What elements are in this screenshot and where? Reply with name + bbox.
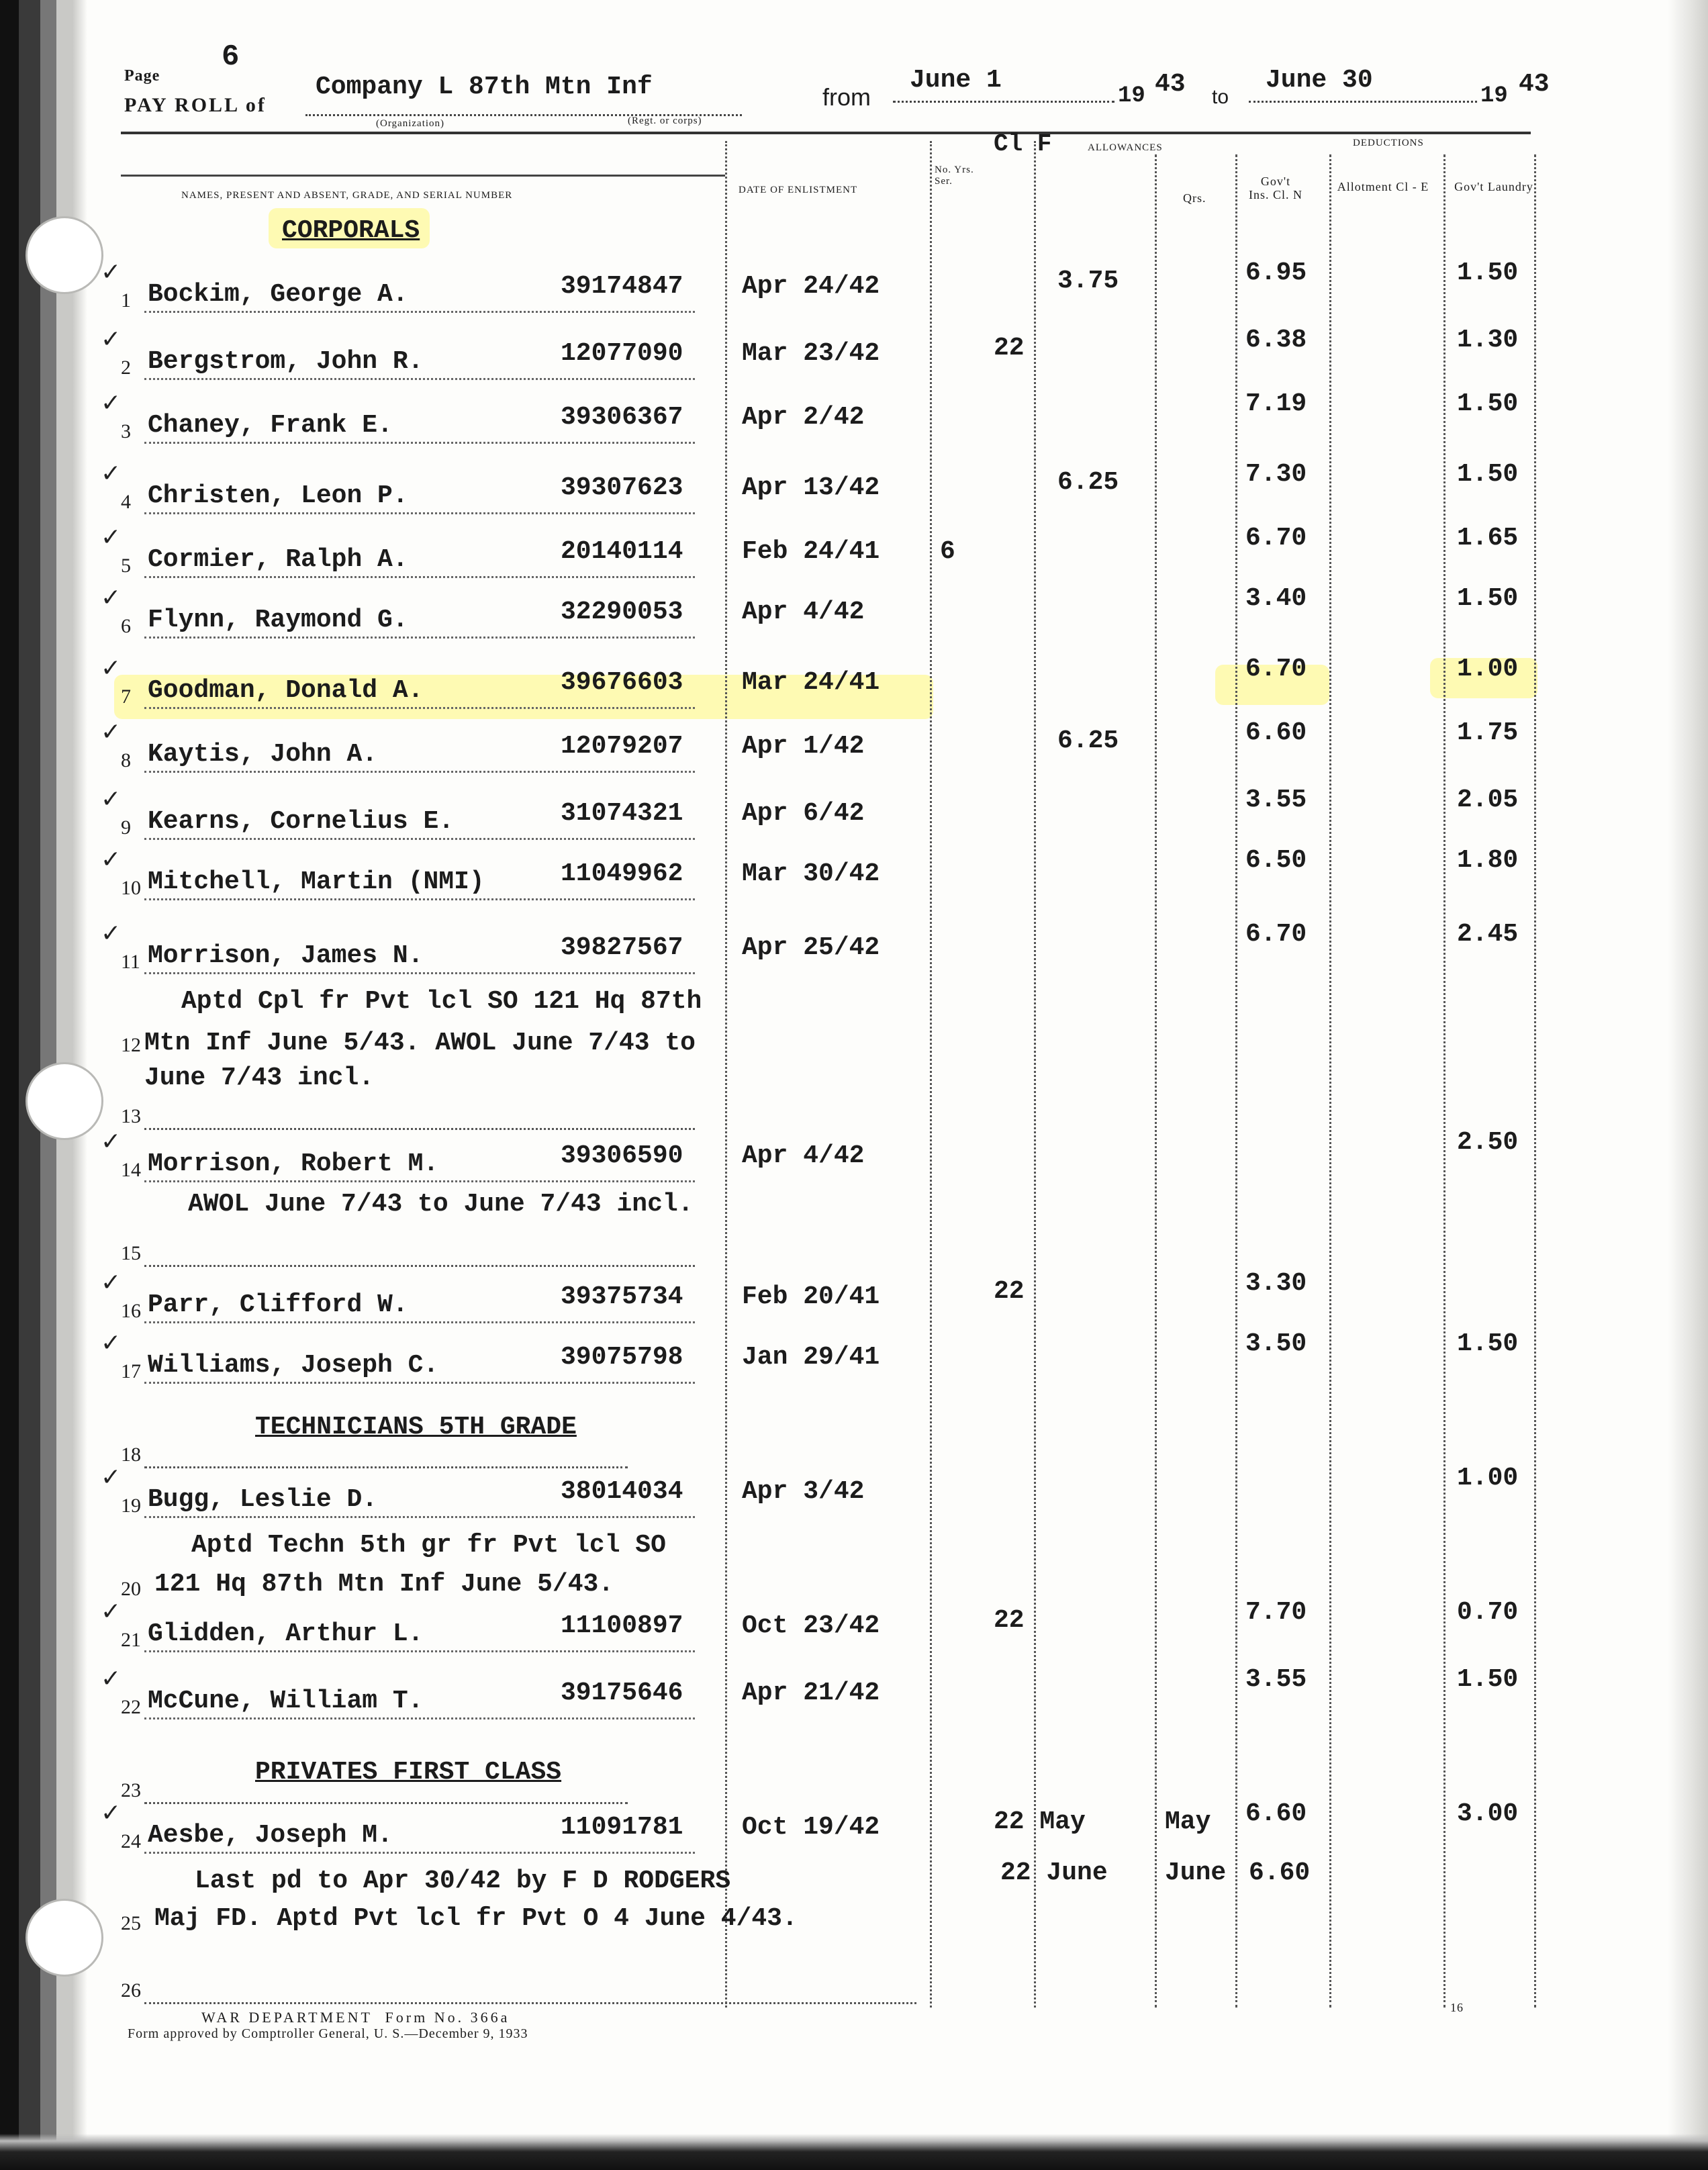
from-label: from xyxy=(822,83,871,111)
serial-number: 31074321 xyxy=(561,799,683,828)
heading-rule-left xyxy=(121,175,725,177)
remark-line: 121 Hq 87th Mtn Inf June 5/43. xyxy=(154,1570,614,1599)
laundry-value: 1.50 xyxy=(1457,1329,1519,1358)
col-allotment-heading: Allotment Cl - E xyxy=(1337,180,1429,193)
employee-name: Kaytis, John A. xyxy=(148,740,378,769)
col-service-heading: No. Yrs. Ser. xyxy=(935,164,974,187)
employee-name: Kearns, Cornelius E. xyxy=(148,807,455,836)
laundry-value: 2.05 xyxy=(1457,786,1519,814)
enlistment-date: Apr 6/42 xyxy=(742,799,865,828)
serial-number: 11100897 xyxy=(561,1611,683,1640)
serial-number: 38014034 xyxy=(561,1477,683,1506)
line-number: 2 xyxy=(121,357,131,379)
section-tech5: TECHNICIANS 5TH GRADE xyxy=(255,1413,577,1442)
laundry-value: 1.50 xyxy=(1457,389,1519,418)
employee-name: Morrison, Robert M. xyxy=(148,1149,439,1178)
check-mark-icon: ✓ xyxy=(101,389,122,417)
blank-line-13 xyxy=(144,1128,695,1130)
employee-name: Bugg, Leslie D. xyxy=(148,1485,378,1514)
serial-number: 39306590 xyxy=(561,1141,683,1170)
col-laundry-heading: Gov't Laundry xyxy=(1454,180,1533,193)
govt-ins-value: 6.95 xyxy=(1245,258,1307,287)
employee-name: Parr, Clifford W. xyxy=(148,1290,408,1319)
divider-qrs xyxy=(1235,154,1237,2008)
cl-f-value: 22 xyxy=(994,1606,1025,1635)
line-number: 13 xyxy=(121,1105,141,1127)
laundry-value: 1.75 xyxy=(1457,718,1519,747)
line-number: 16 xyxy=(121,1300,141,1322)
line-number: 25 xyxy=(121,1912,141,1934)
check-mark-icon: ✓ xyxy=(101,1598,122,1625)
row-rule xyxy=(144,1717,695,1719)
laundry-value: 3.00 xyxy=(1457,1799,1519,1828)
enlistment-date: Mar 24/41 xyxy=(742,668,880,697)
col-names-heading: NAMES, PRESENT AND ABSENT, GRADE, AND SERIAL NUMBER xyxy=(181,190,513,201)
from-year: 43 xyxy=(1155,70,1186,99)
enlistment-date: Apr 4/42 xyxy=(742,598,865,626)
row-rule xyxy=(144,838,695,840)
row-rule xyxy=(144,576,695,578)
from-year-prefix: 19 xyxy=(1118,83,1145,109)
divider-service xyxy=(930,141,932,2008)
row-rule xyxy=(144,1321,695,1323)
cl-f-value: 22 xyxy=(994,334,1025,363)
employee-name: Mitchell, Martin (NMI) xyxy=(148,867,485,896)
govt-ins-value: 3.30 xyxy=(1245,1269,1307,1298)
line-number: 14 xyxy=(121,1159,141,1181)
cl-e-alms-value: 6.25 xyxy=(1057,468,1119,497)
line-number: 5 xyxy=(121,555,131,577)
row-rule xyxy=(144,1852,695,1854)
deductions-heading: DEDUCTIONS xyxy=(1353,138,1424,148)
line-number: 18 xyxy=(121,1444,141,1466)
laundry-value: 2.45 xyxy=(1457,920,1519,949)
enlistment-date: Apr 24/42 xyxy=(742,272,880,301)
line-number: 1 xyxy=(121,289,131,312)
govt-ins-value: 3.55 xyxy=(1245,786,1307,814)
check-mark-icon: ✓ xyxy=(101,786,122,813)
aesbe-ins-june: 6.60 xyxy=(1249,1858,1311,1887)
serial-number: 12077090 xyxy=(561,339,683,368)
check-mark-icon: ✓ xyxy=(101,258,122,286)
from-date-underline xyxy=(893,101,1114,103)
cl-e-alms-value: 6.25 xyxy=(1057,726,1119,755)
serial-number: 39306367 xyxy=(561,403,683,432)
enlistment-date: Jan 29/41 xyxy=(742,1343,880,1372)
row-rule xyxy=(144,636,695,639)
remark-line: Mtn Inf June 5/43. AWOL June 7/43 to xyxy=(144,1029,696,1057)
check-mark-icon: ✓ xyxy=(101,1665,122,1693)
page-number: 6 xyxy=(222,40,240,74)
employee-name: Flynn, Raymond G. xyxy=(148,606,408,634)
years-service: 6 xyxy=(940,537,955,566)
line-number: 3 xyxy=(121,420,131,442)
line-number: 21 xyxy=(121,1629,141,1651)
check-mark-icon: ✓ xyxy=(101,524,122,551)
govt-ins-value: 6.70 xyxy=(1245,524,1307,553)
line-number: 23 xyxy=(121,1779,141,1801)
to-date: June 30 xyxy=(1266,66,1373,95)
laundry-value: 1.50 xyxy=(1457,460,1519,489)
laundry-value: 1.30 xyxy=(1457,326,1519,355)
govt-ins-value: 3.40 xyxy=(1245,584,1307,613)
blank-line-18 xyxy=(144,1466,628,1468)
line-number: 17 xyxy=(121,1360,141,1382)
row-rule xyxy=(144,1382,695,1384)
check-mark-icon: ✓ xyxy=(101,460,122,487)
enlistment-date: Apr 13/42 xyxy=(742,473,880,502)
enlistment-date: Oct 19/42 xyxy=(742,1813,880,1842)
check-mark-icon: ✓ xyxy=(101,1799,122,1827)
employee-name: Glidden, Arthur L. xyxy=(148,1619,424,1648)
laundry-value: 0.70 xyxy=(1457,1598,1519,1627)
laundry-value: 1.00 xyxy=(1457,1464,1519,1493)
form-approval: Form approved by Comptroller General, U. S.—December 9, 1933 xyxy=(128,2026,528,2041)
laundry-value: 1.00 xyxy=(1457,655,1519,683)
serial-number: 20140114 xyxy=(561,537,683,566)
row-rule xyxy=(144,311,695,313)
blank-line-26 xyxy=(144,2002,916,2004)
section-pfc: PRIVATES FIRST CLASS xyxy=(255,1758,562,1787)
cl-f-value: 22 xyxy=(994,1277,1025,1306)
punch-hole-top xyxy=(26,216,103,294)
enlistment-date: Apr 2/42 xyxy=(742,403,865,432)
govt-ins-value: 6.38 xyxy=(1245,326,1307,355)
check-mark-icon: ✓ xyxy=(101,920,122,947)
divider-laundry xyxy=(1534,154,1536,2008)
from-date: June 1 xyxy=(910,66,1002,95)
enlistment-date: Mar 23/42 xyxy=(742,339,880,368)
aesbe-qrs-june: June xyxy=(1165,1858,1227,1887)
org-caption: (Organization) xyxy=(376,118,445,129)
cl-f-value: 22 May xyxy=(994,1807,1086,1836)
divider-cle xyxy=(1155,154,1157,2008)
row-rule xyxy=(144,898,695,900)
remark-line: June 7/43 incl. xyxy=(144,1064,375,1092)
to-year: 43 xyxy=(1519,70,1550,99)
serial-number: 11049962 xyxy=(561,859,683,888)
laundry-value: 1.50 xyxy=(1457,584,1519,613)
govt-ins-value: 6.60 xyxy=(1245,718,1307,747)
cl-e-alms-value: 3.75 xyxy=(1057,267,1119,295)
divider-clf xyxy=(1034,141,1036,2008)
serial-number: 39307623 xyxy=(561,473,683,502)
row-rule xyxy=(144,771,695,773)
row-rule xyxy=(144,442,695,444)
check-mark-icon: ✓ xyxy=(101,655,122,682)
corner-mark: 16 xyxy=(1450,2001,1464,2014)
check-mark-icon: ✓ xyxy=(101,718,122,746)
employee-name: Aesbe, Joseph M. xyxy=(148,1821,393,1850)
serial-number: 39174847 xyxy=(561,272,683,301)
to-year-prefix: 19 xyxy=(1480,83,1508,109)
qrs-value: May xyxy=(1165,1807,1211,1836)
laundry-value: 2.50 xyxy=(1457,1128,1519,1157)
divider-allotment xyxy=(1443,154,1445,2008)
form-number: WAR DEPARTMENT Form No. 366a xyxy=(201,2009,510,2026)
serial-number: 39175646 xyxy=(561,1679,683,1707)
govt-ins-value: 3.50 xyxy=(1245,1329,1307,1358)
section-corporals: CORPORALS xyxy=(282,216,420,245)
divider-enlistment xyxy=(725,141,727,2008)
enlistment-date: Feb 24/41 xyxy=(742,537,880,566)
employee-name: Christen, Leon P. xyxy=(148,481,408,510)
employee-name: Goodman, Donald A. xyxy=(148,676,424,705)
regt-caption: (Regt. or corps) xyxy=(628,115,702,126)
punch-hole-bottom xyxy=(26,1899,103,1977)
col-enlistment-heading: DATE OF ENLISTMENT xyxy=(739,185,858,195)
govt-ins-value: 6.70 xyxy=(1245,920,1307,949)
govt-ins-value: 3.55 xyxy=(1245,1665,1307,1694)
govt-ins-value: 6.70 xyxy=(1245,655,1307,683)
employee-name: Bergstrom, John R. xyxy=(148,347,424,376)
govt-ins-value: 7.30 xyxy=(1245,460,1307,489)
check-mark-icon: ✓ xyxy=(101,1128,122,1155)
govt-ins-value: 6.50 xyxy=(1245,846,1307,875)
govt-ins-value: 7.19 xyxy=(1245,389,1307,418)
line-number: 7 xyxy=(121,686,131,708)
laundry-value: 1.65 xyxy=(1457,524,1519,553)
enlistment-date: Mar 30/42 xyxy=(742,859,880,888)
enlistment-date: Apr 25/42 xyxy=(742,933,880,962)
laundry-value: 1.50 xyxy=(1457,258,1519,287)
serial-number: 11091781 xyxy=(561,1813,683,1842)
govt-ins-value: 6.60 xyxy=(1245,1799,1307,1828)
scan-bottom-edge xyxy=(0,2134,1708,2170)
col-govt-ins-heading: Gov't Ins. Cl. N xyxy=(1249,175,1303,201)
laundry-value: 1.50 xyxy=(1457,1665,1519,1694)
aesbe-clf-june: 22 June xyxy=(1000,1858,1108,1887)
remark-line: Aptd Cpl fr Pvt lcl SO 121 Hq 87th xyxy=(181,987,702,1016)
row-rule xyxy=(144,972,695,974)
blank-line-23 xyxy=(144,1802,628,1804)
check-mark-icon: ✓ xyxy=(101,326,122,353)
check-mark-icon: ✓ xyxy=(101,1269,122,1296)
line-number: 10 xyxy=(121,877,141,899)
remark-line: Last pd to Apr 30/42 by F D RODGERS xyxy=(195,1867,731,1895)
employee-name: Bockim, George A. xyxy=(148,280,408,309)
enlistment-date: Apr 21/42 xyxy=(742,1679,880,1707)
row-rule xyxy=(144,707,695,709)
allowances-heading: ALLOWANCES xyxy=(1088,142,1163,153)
col-clf-heading: Cl F xyxy=(994,130,1052,158)
serial-number: 39827567 xyxy=(561,933,683,962)
remark-line: Aptd Techn 5th gr fr Pvt lcl SO xyxy=(191,1531,666,1560)
enlistment-date: Apr 1/42 xyxy=(742,732,865,761)
line-number: 24 xyxy=(121,1830,141,1852)
organization-name: Company L 87th Mtn Inf xyxy=(316,73,653,101)
enlistment-date: Apr 3/42 xyxy=(742,1477,865,1506)
laundry-value: 1.80 xyxy=(1457,846,1519,875)
govt-ins-value: 7.70 xyxy=(1245,1598,1307,1627)
row-rule xyxy=(144,1650,695,1652)
line-number: 19 xyxy=(121,1495,141,1517)
serial-number: 39676603 xyxy=(561,668,683,697)
line-number: 8 xyxy=(121,749,131,771)
enlistment-date: Apr 4/42 xyxy=(742,1141,865,1170)
remark-line: Maj FD. Aptd Pvt lcl fr Pvt O 4 June 4/43. xyxy=(154,1904,798,1933)
employee-name: McCune, William T. xyxy=(148,1687,424,1715)
page-label: Page xyxy=(124,67,160,85)
serial-number: 12079207 xyxy=(561,732,683,761)
line-number: 26 xyxy=(121,1979,141,2001)
blank-line-15 xyxy=(144,1265,695,1267)
employee-name: Morrison, James N. xyxy=(148,941,424,970)
line-number: 6 xyxy=(121,615,131,637)
check-mark-icon: ✓ xyxy=(101,1464,122,1491)
row-rule xyxy=(144,512,695,514)
employee-name: Cormier, Ralph A. xyxy=(148,545,408,574)
to-date-underline xyxy=(1249,101,1477,103)
row-rule xyxy=(144,1516,695,1518)
check-mark-icon: ✓ xyxy=(101,1329,122,1357)
remark-line: AWOL June 7/43 to June 7/43 incl. xyxy=(188,1190,694,1219)
check-mark-icon: ✓ xyxy=(101,846,122,874)
serial-number: 39075798 xyxy=(561,1343,683,1372)
employee-name: Chaney, Frank E. xyxy=(148,411,393,440)
row-rule xyxy=(144,378,695,380)
serial-number: 32290053 xyxy=(561,598,683,626)
divider-ins xyxy=(1329,154,1331,2008)
col-qrs-heading: Qrs. xyxy=(1183,191,1206,205)
line-number: 15 xyxy=(121,1242,141,1264)
line-number: 20 xyxy=(121,1578,141,1600)
enlistment-date: Feb 20/41 xyxy=(742,1282,880,1311)
line-number: 11 xyxy=(121,951,140,973)
serial-number: 39375734 xyxy=(561,1282,683,1311)
to-label: to xyxy=(1212,86,1229,108)
header-rule xyxy=(121,132,1531,134)
payroll-label: PAY ROLL of xyxy=(124,94,267,116)
line-number: 12 xyxy=(121,1034,141,1056)
enlistment-date: Oct 23/42 xyxy=(742,1611,880,1640)
scan-right-edge xyxy=(1668,0,1708,2170)
employee-name: Williams, Joseph C. xyxy=(148,1351,439,1380)
check-mark-icon: ✓ xyxy=(101,584,122,612)
line-number: 9 xyxy=(121,816,131,839)
line-number: 4 xyxy=(121,491,131,513)
line-number: 22 xyxy=(121,1696,141,1718)
punch-hole-middle xyxy=(26,1062,103,1140)
row-rule xyxy=(144,1180,695,1182)
